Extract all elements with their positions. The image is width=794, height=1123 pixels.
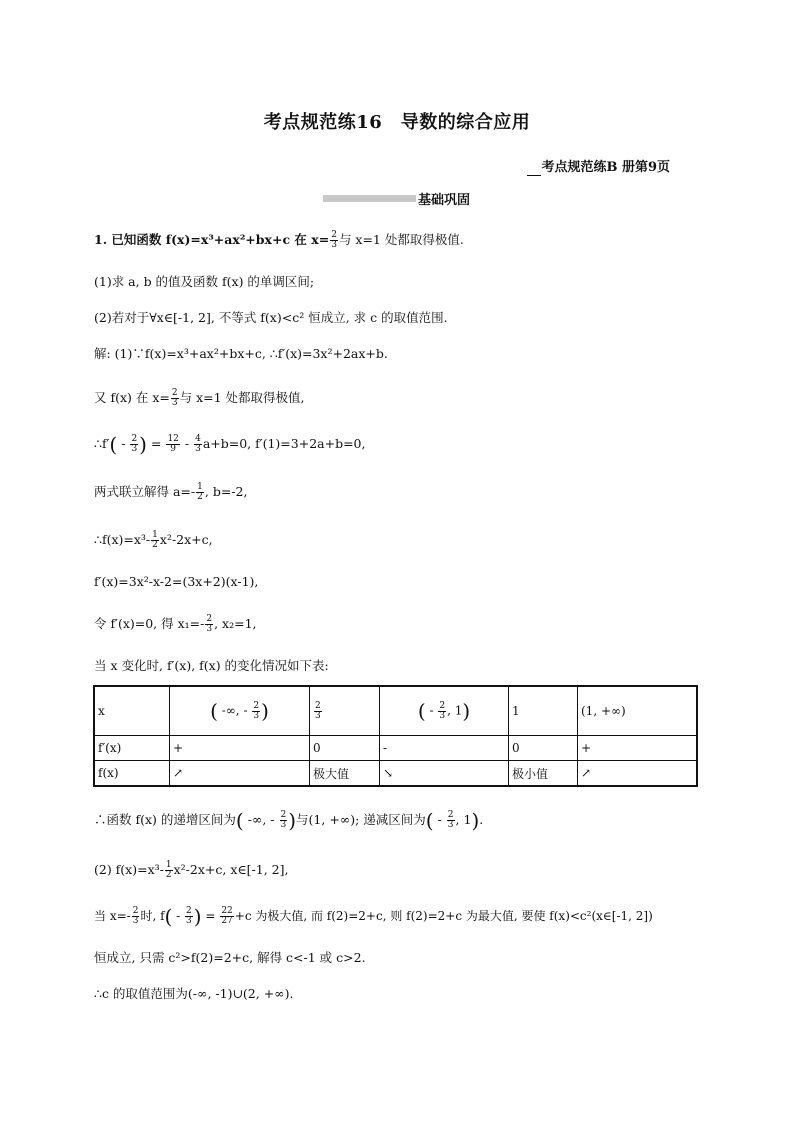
table-cell: 极小值 [509, 761, 578, 787]
stem-part-a: 1. 已知函数 f(x)=x³+ax²+bx+c 在 x= [94, 232, 330, 247]
table-cell: 1 [509, 686, 578, 736]
table-cell: (1, +∞) [578, 686, 698, 736]
solution-line-1: 解: (1)∵f(x)=x³+ax²+bx+c, ∴f′(x)=3x²+2ax+b. [94, 346, 388, 361]
solution-line-5: ∴f(x)=x³- $\frac{1}{2}$ x²-2x+c, [94, 530, 213, 550]
table-cell: + [578, 736, 698, 761]
table-cell: $\frac{2}{3}$ [310, 686, 380, 736]
table-cell: - [380, 736, 509, 761]
fraction: $\frac{1}{2}$ [152, 530, 158, 550]
fraction: $\frac{2}{3}$ [131, 434, 138, 454]
table-cell: f(x) [94, 761, 170, 787]
solution-line-6: f′(x)=3x²-x-2=(3x+2)(x-1), [94, 574, 259, 589]
solution-line-8: 当 x 变化时, f′(x), f(x) 的变化情况如下表: [94, 658, 329, 673]
table-cell: 0 [509, 736, 578, 761]
section-heading [323, 188, 470, 208]
table-cell: ↘ [380, 761, 509, 787]
fraction: $\frac{2}{3}$ [206, 614, 213, 634]
solution-line-3: ∴f′( - $\frac{2}{3}$ ) = $\frac{12}{9}$ - $\frac{4}{3}$ a+b=0, f′(1)=3+2a+b=0, [94, 432, 366, 457]
table-cell: x [94, 686, 170, 736]
fraction: $\frac{12}{9}$ [167, 434, 179, 454]
solution-line-13: ∴c 的取值范围为(-∞, -1)∪(2, +∞). [94, 986, 294, 1001]
fraction: $\frac{2}{3}$ [331, 230, 337, 250]
page-title: 考点规范练16 导数的综合应用 [263, 112, 531, 133]
solution-line-12: 恒成立, 只需 c²>f(2)=2+c, 解得 c<-1 或 c>2. [94, 950, 366, 965]
textbook-reference: 考点规范练B 册第9页 [527, 156, 670, 175]
question-2: (2)若对于∀x∈[-1, 2], 不等式 f(x)<c² 恒成立, 求 c 的取值范围. [94, 310, 448, 325]
table-row [94, 761, 697, 787]
table-cell: ( - $\frac{2}{3}$ , 1) [380, 686, 509, 736]
table-cell: f′(x) [94, 736, 170, 761]
solution-line-2: 又 f(x) 在 x= $\frac{2}{3}$ 与 x=1 处都取得极值, [94, 388, 305, 408]
fraction: $\frac{1}{2}$ [197, 482, 203, 502]
table-row [94, 686, 697, 736]
variation-table [93, 685, 698, 787]
section-bar [323, 195, 416, 202]
table-cell: ↗ [170, 761, 310, 787]
stem-part-b: 与 x=1 处都取得极值. [338, 232, 464, 247]
table-row [94, 736, 697, 761]
table-cell: 极大值 [310, 761, 380, 787]
table-cell: + [170, 736, 310, 761]
solution-line-11: 当 x=- $\frac{2}{3}$ 时, f( - $\frac{2}{3}$ ) = $\frac{22}{27}$ +c 为极大值, 而 f(2)=2+c, 则 f(2)=2+c 为最大值, 要使 f(x)<c²(x∈[-1, 2]) [94, 904, 653, 929]
section-label: 基础巩固 [418, 192, 471, 208]
fraction: $\frac{4}{3}$ [195, 434, 201, 454]
solution-line-4: 两式联立解得 a=- $\frac{1}{2}$ , b=-2, [94, 482, 248, 502]
solution-line-9: ∴函数 f(x) 的递增区间为( -∞, - $\frac{2}{3}$ )与(1, +∞); 递减区间为( - $\frac{2}{3}$ , 1). [94, 808, 484, 833]
fraction: $\frac{2}{3}$ [171, 388, 178, 408]
question-1: (1)求 a, b 的值及函数 f(x) 的单调区间; [94, 274, 315, 289]
table-cell: ↗ [578, 761, 698, 787]
solution-line-10: (2) f(x)=x³- $\frac{1}{2}$ x²-2x+c, x∈[-1, 2], [94, 860, 289, 880]
solution-line-7: 令 f′(x)=0, 得 x₁=- $\frac{2}{3}$ , x₂=1, [94, 614, 257, 634]
table-cell: 0 [310, 736, 380, 761]
problem-stem [94, 230, 464, 250]
table-cell: ( -∞, - $\frac{2}{3}$ ) [170, 686, 310, 736]
